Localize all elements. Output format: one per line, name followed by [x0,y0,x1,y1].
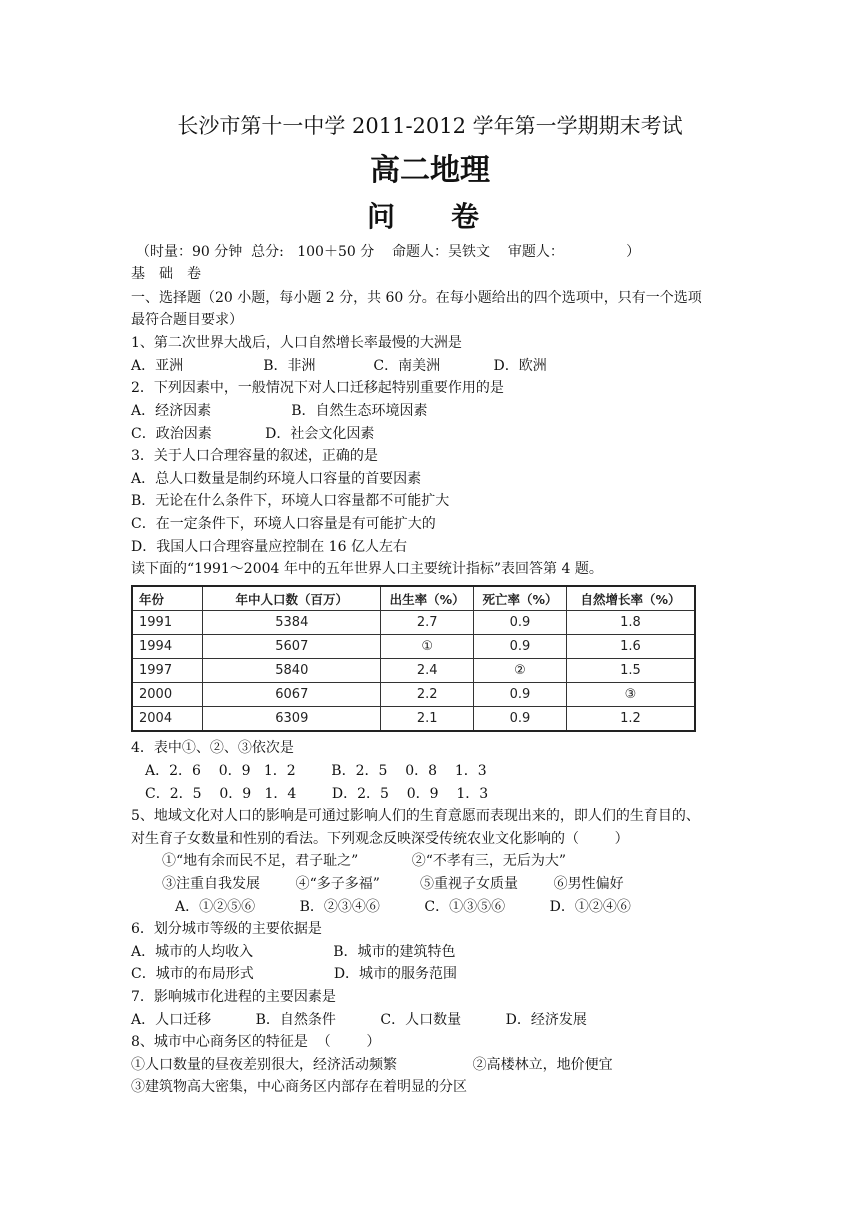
subject-title: 高二地理 [370,153,490,188]
table-cell: ② [474,659,567,683]
q5-stem-line1: 5、地域文化对人口的影响是可通过影响人们的生育意愿而表现出来的，即人们的生育目的、 [131,808,700,824]
section-heading-line2: 最符合题目要求） [131,312,243,328]
table-header-birth-rate: 出生率（%） [381,586,474,611]
table-row [132,707,695,732]
q3-option-a: A．总人口数量是制约环境人口容量的首要因素 [131,471,422,487]
q3-option-c: C．在一定条件下，环境人口容量是有可能扩大的 [131,516,436,532]
table-header-population: 年中人口数（百万） [203,586,381,611]
q3-option-b: B．无论在什么条件下，环境人口容量都不可能扩大 [131,493,450,509]
table-cell: 0.9 [474,683,567,707]
table-cell: ① [381,635,474,659]
paper-type-title: 问 卷 [366,200,493,233]
q8-items-line1: ①人口数量的昼夜差别很大，经济活动频繁 ②高楼林立，地价便宜 [131,1057,613,1073]
section-heading-line1: 一、选择题（20 小题，每小题 2 分，共 60 分。在每小题给出的四个选项中，只有一个选项 [131,290,702,306]
section-name: 基 础 卷 [131,266,201,282]
table-cell: 6067 [203,683,381,707]
table-cell: 0.9 [474,635,567,659]
q6-stem: 6．划分城市等级的主要依据是 [131,921,322,937]
table-cell: 0.9 [474,707,567,732]
table-cell: 2000 [132,683,203,707]
q7-options: A．人口迁移 B．自然条件 C．人口数量 D．经济发展 [131,1012,587,1028]
table-header-natural-growth: 自然增长率（%） [566,586,695,611]
table-row [132,611,695,635]
table-cell: 1.6 [566,635,695,659]
q3-option-d: D．我国人口合理容量应控制在 16 亿人左右 [131,539,407,555]
q1-stem: 1、第二次世界大战后，人口自然增长率最慢的大洲是 [131,335,462,351]
table-cell: 5384 [203,611,381,635]
table-cell: 1.2 [566,707,695,732]
table-header-year: 年份 [132,586,203,611]
table-header-row [132,586,695,611]
table-cell: 1997 [132,659,203,683]
table-cell: 1991 [132,611,203,635]
q6-options-line2: C．城市的布局形式 D．城市的服务范围 [131,966,458,982]
q4-stem: 4．表中①、②、③依次是 [131,740,294,756]
q4-options-line2: C．2．5 0．9 1．4 D．2．5 0．9 1．3 [145,786,489,802]
q1-options: A．亚洲 B．非洲 C．南美洲 D．欧洲 [131,358,547,374]
table-cell: ③ [566,683,695,707]
q5-stem-line2: 对生育子女数量和性别的看法。下列观念反映深受传统农业文化影响的（ ） [131,831,629,847]
table-cell: 2.7 [381,611,474,635]
table-cell: 2004 [132,707,203,732]
q2-options-line2: C．政治因素 D．社会文化因素 [131,426,375,442]
table-cell: 1.8 [566,611,695,635]
table-cell: 2.2 [381,683,474,707]
table-row [132,659,695,683]
q4-options-line1: A．2．6 0．9 1．2 B．2．5 0．8 1．3 [145,763,487,779]
q8-items-line2: ③建筑物高大密集，中心商务区内部存在着明显的分区 [131,1079,467,1095]
table-cell: 2.4 [381,659,474,683]
table-row [132,683,695,707]
table-cell: 6309 [203,707,381,732]
population-table [131,585,696,732]
table-intro: 读下面的“1991～2004 年中的五年世界人口主要统计指标”表回答第 4 题。 [131,561,603,577]
q3-stem: 3．关于人口合理容量的叙述，正确的是 [131,448,378,464]
table-cell: 1994 [132,635,203,659]
q8-stem: 8、城市中心商务区的特征是 （ ） [131,1034,381,1050]
q2-stem: 2．下列因素中，一般情况下对人口迁移起特别重要作用的是 [131,380,504,396]
q5-items-line1: ①“地有余而民不足，君子耻之” ②“不孝有三，无后为大” [162,853,567,869]
table-header-death-rate: 死亡率（%） [474,586,567,611]
table-cell: 2.1 [381,707,474,732]
q7-stem: 7．影响城市化进程的主要因素是 [131,989,336,1005]
q2-options-line1: A．经济因素 B．自然生态环境因素 [131,403,428,419]
exam-info: （时量：90 分钟 总分: 100＋50 分 命题人：吴铁文 审题人： ） [136,244,641,260]
table-cell: 1.5 [566,659,695,683]
q6-options-line1: A．城市的人均收入 B．城市的建筑特色 [131,944,456,960]
table-row [132,635,695,659]
exam-title: 长沙市第十一中学 2011-2012 学年第一学期期末考试 [177,114,683,138]
table-cell: 5607 [203,635,381,659]
table-cell: 0.9 [474,611,567,635]
table-cell: 5840 [203,659,381,683]
q5-items-line2: ③注重自我发展 ④“多子多福” ⑤重视子女质量 ⑥男性偏好 [162,876,624,892]
q5-options: A．①②⑤⑥ B．②③④⑥ C．①③⑤⑥ D．①②④⑥ [175,899,631,915]
